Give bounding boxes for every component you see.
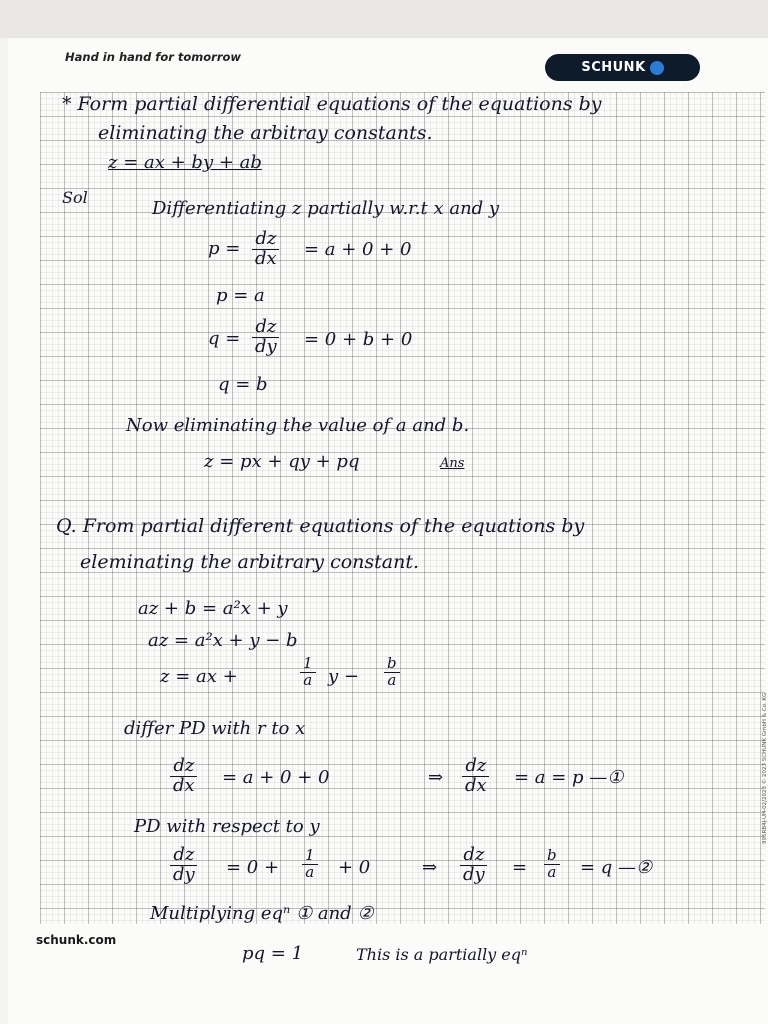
denominator: a (305, 862, 315, 881)
numerator: dz (460, 846, 487, 866)
dz-dy-fraction-2 (170, 846, 198, 885)
p-rhs: = a + 0 + 0 (304, 239, 412, 260)
brand-name: SCHUNK (581, 60, 646, 75)
numerator: b (384, 656, 400, 673)
final-equation: pq = 1 (242, 943, 304, 964)
numerator: b (544, 848, 560, 865)
numerator: dz (252, 318, 279, 338)
q2-heading-line2: eleminating the arbitrary constant. (80, 551, 420, 573)
result-equation-1: z = px + qy + pq (204, 451, 360, 472)
one-over-a-fraction-2 (302, 848, 318, 881)
denominator: a (547, 862, 557, 881)
numerator: dz (170, 757, 197, 777)
q-equals-b: q = b (218, 374, 268, 395)
b-over-a-fraction (384, 656, 400, 689)
multiplying-step: Multiplying eqⁿ ① and ② (150, 903, 374, 924)
equation-c-mid: y − (328, 666, 359, 687)
q1-equation: z = ax + by + ab (108, 152, 262, 173)
final-note: This is a partially eqⁿ (356, 945, 528, 964)
pd2-result-tail: = q —② (580, 857, 653, 878)
brand-mark-icon (650, 61, 664, 75)
q2-heading-line1: Q. From partial different equations of the equations by (56, 515, 585, 537)
header-tagline: Hand in hand for tomorrow (65, 50, 242, 64)
pd1-rhs: = a + 0 + 0 (222, 767, 330, 788)
numerator: dz (252, 230, 279, 250)
side-copyright-note: 995RB4J-UH-02/2023 © 2023 SCHUNK GmbH & Co. KG (762, 692, 768, 844)
numerator: dz (462, 757, 489, 777)
numerator: dz (170, 846, 197, 866)
background-top (0, 0, 768, 38)
footer-url: schunk.com (36, 933, 117, 947)
p-lhs: p = (208, 238, 241, 259)
dz-dx-fraction (252, 230, 280, 269)
denominator: dy (255, 335, 277, 357)
one-over-a-fraction (300, 656, 316, 689)
dz-dy-fraction-3 (460, 846, 488, 885)
q1-heading-line2: eliminating the arbitray constants. (98, 122, 433, 144)
pd2-result-eq: = (512, 857, 528, 878)
p-equals-a: p = a (216, 285, 265, 306)
q1-heading-line1: * Form partial differential equations of the equations by (62, 93, 602, 115)
eliminating-step: Now eliminating the value of a and b. (126, 415, 470, 436)
differentiate-step: differ PD with r to x (124, 718, 306, 739)
numerator: 1 (302, 848, 318, 865)
pd2-tail: + 0 (338, 857, 371, 878)
answer-mark: Ans (440, 456, 465, 471)
denominator: dx (255, 247, 277, 269)
equation-c-left: z = ax + (160, 666, 238, 687)
dz-dx-fraction-2 (170, 757, 198, 796)
solution-label: Sol (62, 188, 88, 207)
brand-logo (545, 54, 700, 81)
dz-dx-fraction-3 (462, 757, 490, 796)
dz-dy-fraction (252, 318, 280, 357)
denominator: dy (463, 863, 485, 885)
denominator: a (387, 670, 397, 689)
b-over-a-fraction-2 (544, 848, 560, 881)
equation-a: az + b = a²x + y (138, 598, 288, 619)
pd1-result: = a = p —① (514, 767, 624, 788)
denominator: dx (173, 774, 195, 796)
implies-1: ⇒ (428, 767, 444, 788)
pd2-mid: = 0 + (226, 857, 280, 878)
numerator: 1 (300, 656, 316, 673)
q-rhs: = 0 + b + 0 (304, 329, 413, 350)
implies-2: ⇒ (422, 857, 438, 878)
equation-b: az = a²x + y − b (148, 630, 298, 651)
q-lhs: q = (208, 328, 241, 349)
denominator: dx (465, 774, 487, 796)
step-differentiating: Differentiating z partially w.r.t x and y (152, 198, 500, 219)
denominator: a (303, 670, 313, 689)
pd-respect-step: PD with respect to y (134, 816, 320, 837)
denominator: dy (173, 863, 195, 885)
